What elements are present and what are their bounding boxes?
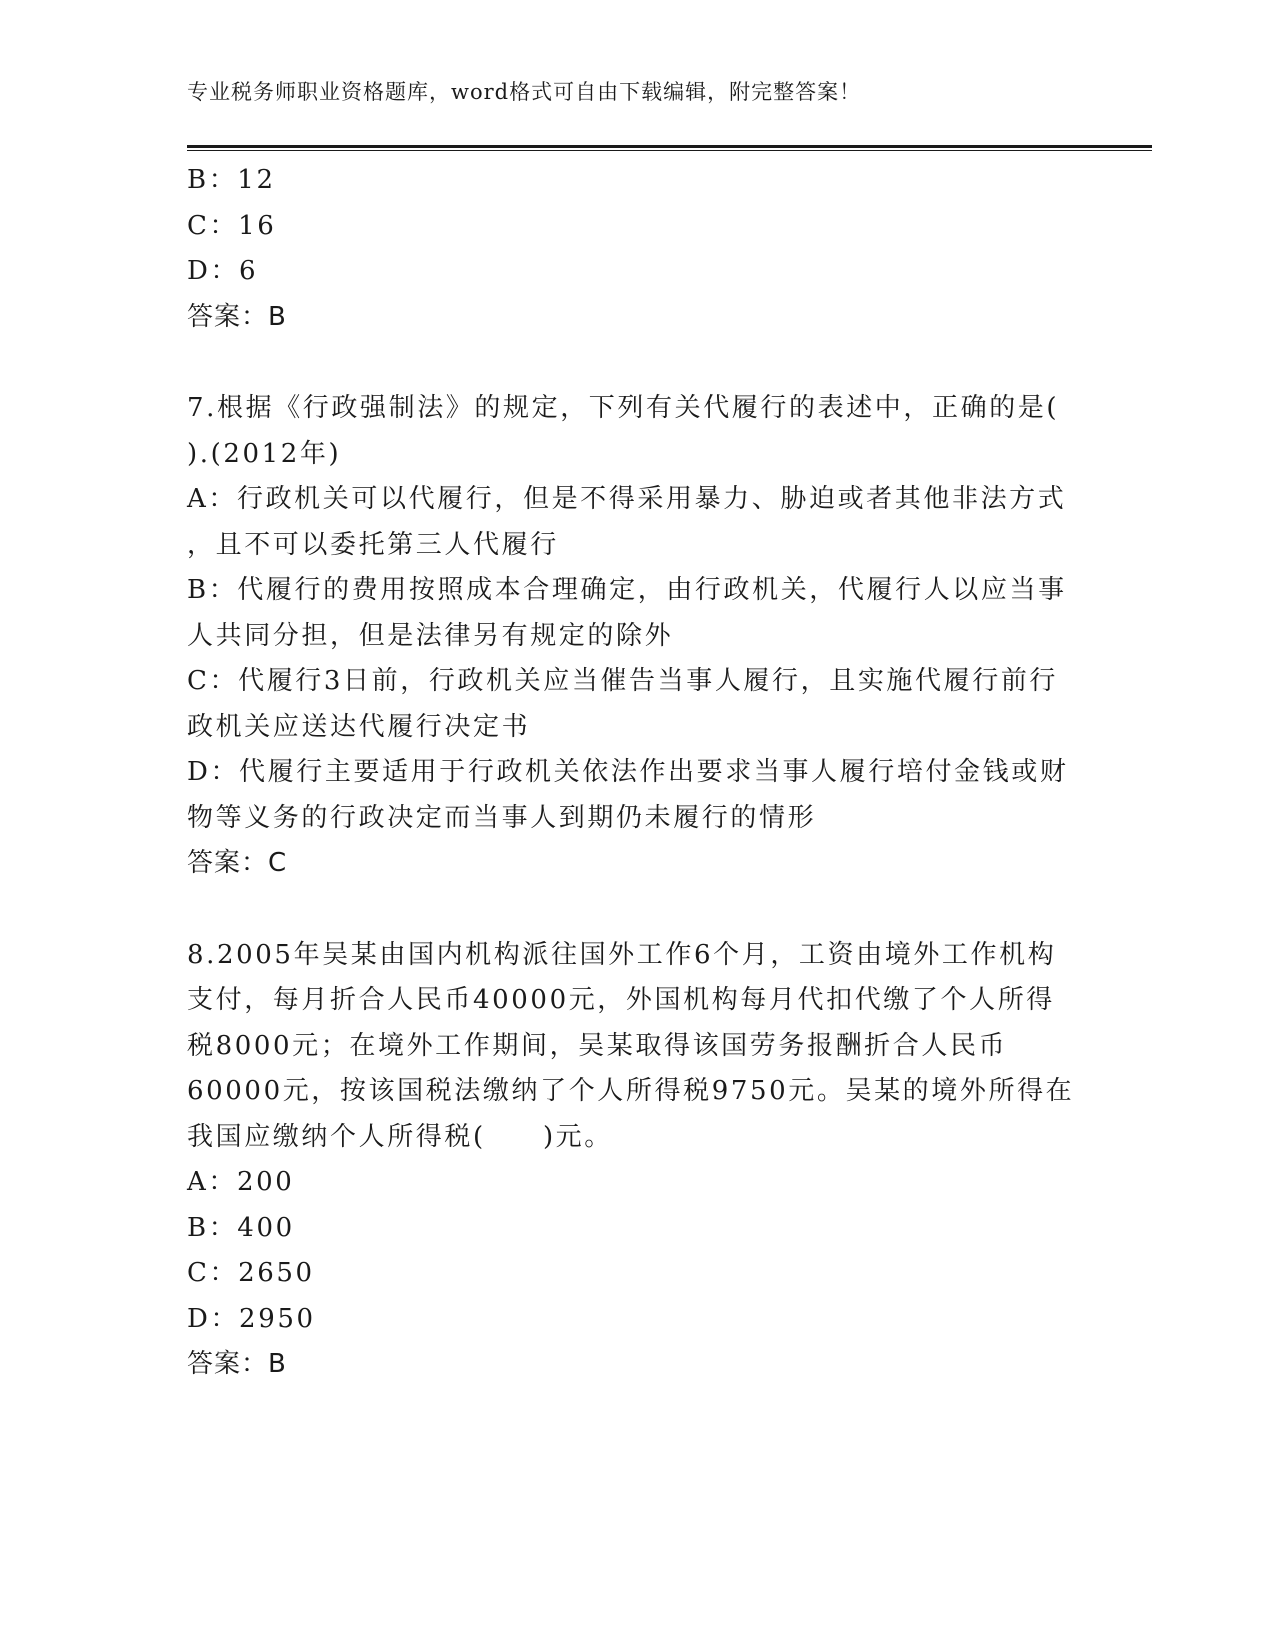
page-header: 专业税务师职业资格题库，word格式可自由下载编辑，附完整答案！ — [187, 80, 862, 104]
spacer — [187, 887, 1077, 933]
header-rule-thick — [187, 145, 1152, 148]
question-8-block — [187, 933, 1077, 1388]
option-line: A：200 — [187, 1167, 295, 1197]
option-line: B：代履行的费用按照成本合理确定，由行政机关，代履行人以应当事 — [187, 575, 1067, 605]
header-rule-thin — [187, 150, 1152, 151]
option-line: C：代履行3日前，行政机关应当催告当事人履行，且实施代履行前行 — [187, 666, 1059, 696]
option-line: ，且不可以委托第三人代履行 — [187, 529, 559, 560]
spacer — [187, 340, 1077, 386]
document-body — [187, 158, 1077, 1388]
answer-line: 答案：B — [187, 1349, 287, 1379]
option-line: D：代履行主要适用于行政机关依法作出要求当事人履行培付金钱或财 — [187, 757, 1069, 787]
question-stem-line: 我国应缴纳个人所得税( )元。 — [187, 1121, 613, 1152]
option-line: 人共同分担，但是法律另有规定的除外 — [187, 620, 674, 651]
option-line: D：2950 — [187, 1303, 316, 1334]
answer-line: 答案：C — [187, 848, 288, 878]
question-stem-line: 60000元，按该国税法缴纳了个人所得税9750元。吴某的境外所得在 — [187, 1076, 1075, 1106]
question-stem-line: 8.2005年吴某由国内机构派往国外工作6个月，工资由境外工作机构 — [187, 939, 1057, 970]
question-stem-line: 7.根据《行政强制法》的规定，下列有关代履行的表述中，正确的是( — [187, 393, 1060, 423]
question-stem-line: ).(2012年) — [187, 438, 342, 469]
option-line: B：12 — [187, 165, 276, 195]
question-stem-line: 税8000元；在境外工作期间，吴某取得该国劳务报酬折合人民币 — [187, 1030, 1008, 1061]
question-7-block — [187, 386, 1077, 887]
option-line: 政机关应送达代履行决定书 — [187, 711, 531, 742]
option-line: D：6 — [187, 256, 259, 286]
question-stem-line: 支付，每月折合人民币40000元，外国机构每月代扣代缴了个人所得 — [187, 985, 1055, 1015]
option-line: C：2650 — [187, 1258, 315, 1288]
option-line: 物等义务的行政决定而当事人到期仍未履行的情形 — [187, 802, 817, 833]
previous-question-block — [187, 158, 1077, 340]
option-line: B：400 — [187, 1212, 295, 1243]
answer-line: 答案：B — [187, 301, 287, 332]
option-line: A：行政机关可以代履行，但是不得采用暴力、胁迫或者其他非法方式 — [187, 484, 1067, 514]
option-line: C：16 — [187, 210, 277, 241]
